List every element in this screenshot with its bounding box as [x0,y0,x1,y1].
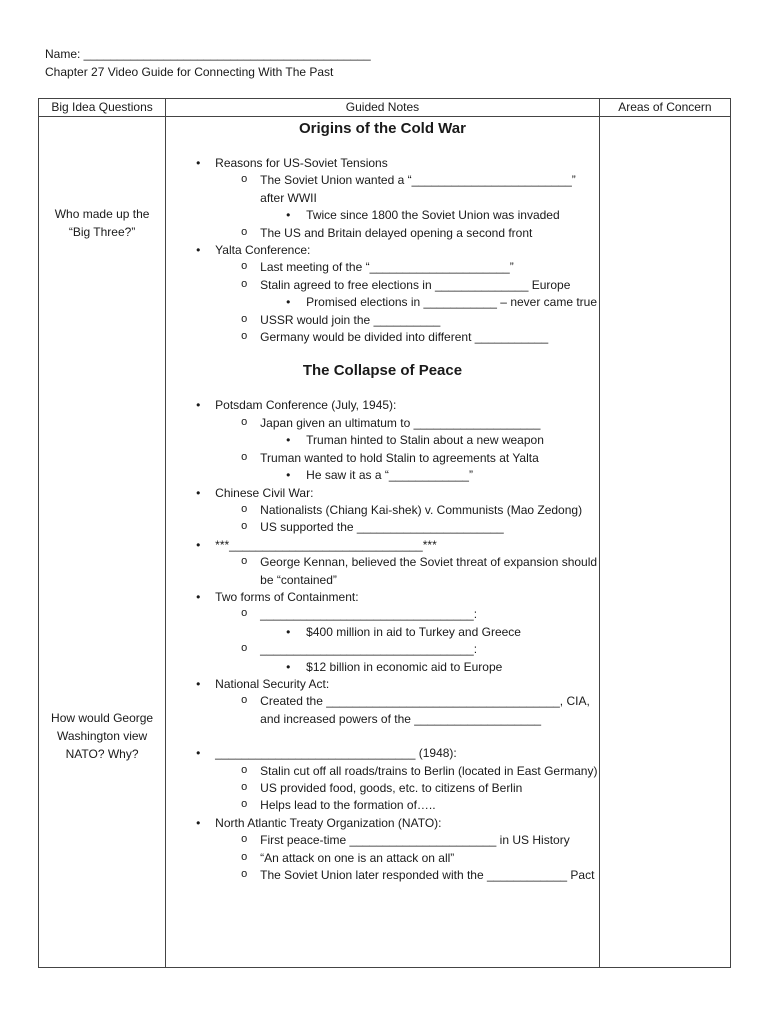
guided-notes-cell [166,117,600,968]
note-item: • $12 billion in economic aid to Europe [166,659,599,676]
note-item: • Chinese Civil War: [166,485,599,502]
note-item: o Nationalists (Chiang Kai-shek) v. Communists (Mao Zedong) [166,502,599,519]
note-item: o Created the ___________________________________, CIA, and increased powers of the ___________________ [166,693,599,728]
column-header-areas-of-concern: Areas of Concern [599,99,730,117]
note-item: o Helps lead to the formation of….. [166,797,599,814]
note-item: • ______________________________ (1948): [166,745,599,762]
note-item: o Stalin cut off all roads/trains to Berlin (located in East Germany) [166,763,599,780]
note-item: • Promised elections in ___________ – never came true [166,294,599,311]
note-item: o First peace-time ______________________ in US History [166,832,599,849]
note-item: o USSR would join the __________ [166,312,599,329]
areas-of-concern-cell[interactable] [599,117,730,968]
note-item: • Twice since 1800 the Soviet Union was invaded [166,207,599,224]
notes-list-collapse [166,397,599,884]
column-header-guided-notes: Guided Notes [166,99,600,117]
note-item: • Yalta Conference: [166,242,599,259]
section-title-origins: Origins of the Cold War [299,120,466,137]
note-item: • ***_____________________________*** [166,537,599,554]
big-idea-questions-cell [39,117,166,968]
note-item: o US provided food, goods, etc. to citizens of Berlin [166,780,599,797]
note-item: o George Kennan, believed the Soviet threat of expansion should be “contained” [166,554,599,589]
note-item: • National Security Act: [166,676,599,693]
note-item: • $400 million in aid to Turkey and Greece [166,624,599,641]
notes-list-origins [166,155,599,346]
note-item: o US supported the ______________________ [166,519,599,536]
table-header-row [39,99,731,117]
note-item: • Truman hinted to Stalin about a new weapon [166,432,599,449]
section-title-collapse: The Collapse of Peace [302,362,463,380]
chapter-title: Chapter 27 Video Guide for Connecting With The Past [45,65,334,79]
note-item: o The US and Britain delayed opening a second front [166,225,599,242]
note-item: • He saw it as a “____________” [166,467,599,484]
note-item: o The Soviet Union later responded with the ____________ Pact [166,867,599,884]
note-item: o Truman wanted to hold Stalin to agreements at Yalta [166,450,599,467]
column-header-big-idea: Big Idea Questions [39,99,166,117]
note-item: o “An attack on one is an attack on all” [166,850,599,867]
question-washington-nato: How would George Washington view NATO? Why? [51,711,154,761]
note-item: o ________________________________: [166,641,599,658]
question-big-three: Who made up the “Big Three?” [54,207,150,239]
note-item: • North Atlantic Treaty Organization (NATO): [166,815,599,832]
note-item: o ________________________________: [166,606,599,623]
video-guide-table [38,98,731,968]
table-body-row [39,117,731,968]
note-item: o The Soviet Union wanted a “________________________” after WWII [166,172,599,207]
name-field-line: Name: ___________________________________________ [45,47,371,61]
note-item: o Last meeting of the “_____________________” [166,259,599,276]
note-item: o Japan given an ultimatum to ___________________ [166,415,599,432]
note-item: • Reasons for US-Soviet Tensions [166,155,599,172]
note-item: o Germany would be divided into different ___________ [166,329,599,346]
note-item: o Stalin agreed to free elections in ______________ Europe [166,277,599,294]
note-item: • Potsdam Conference (July, 1945): [166,397,599,414]
note-item: • Two forms of Containment: [166,589,599,606]
